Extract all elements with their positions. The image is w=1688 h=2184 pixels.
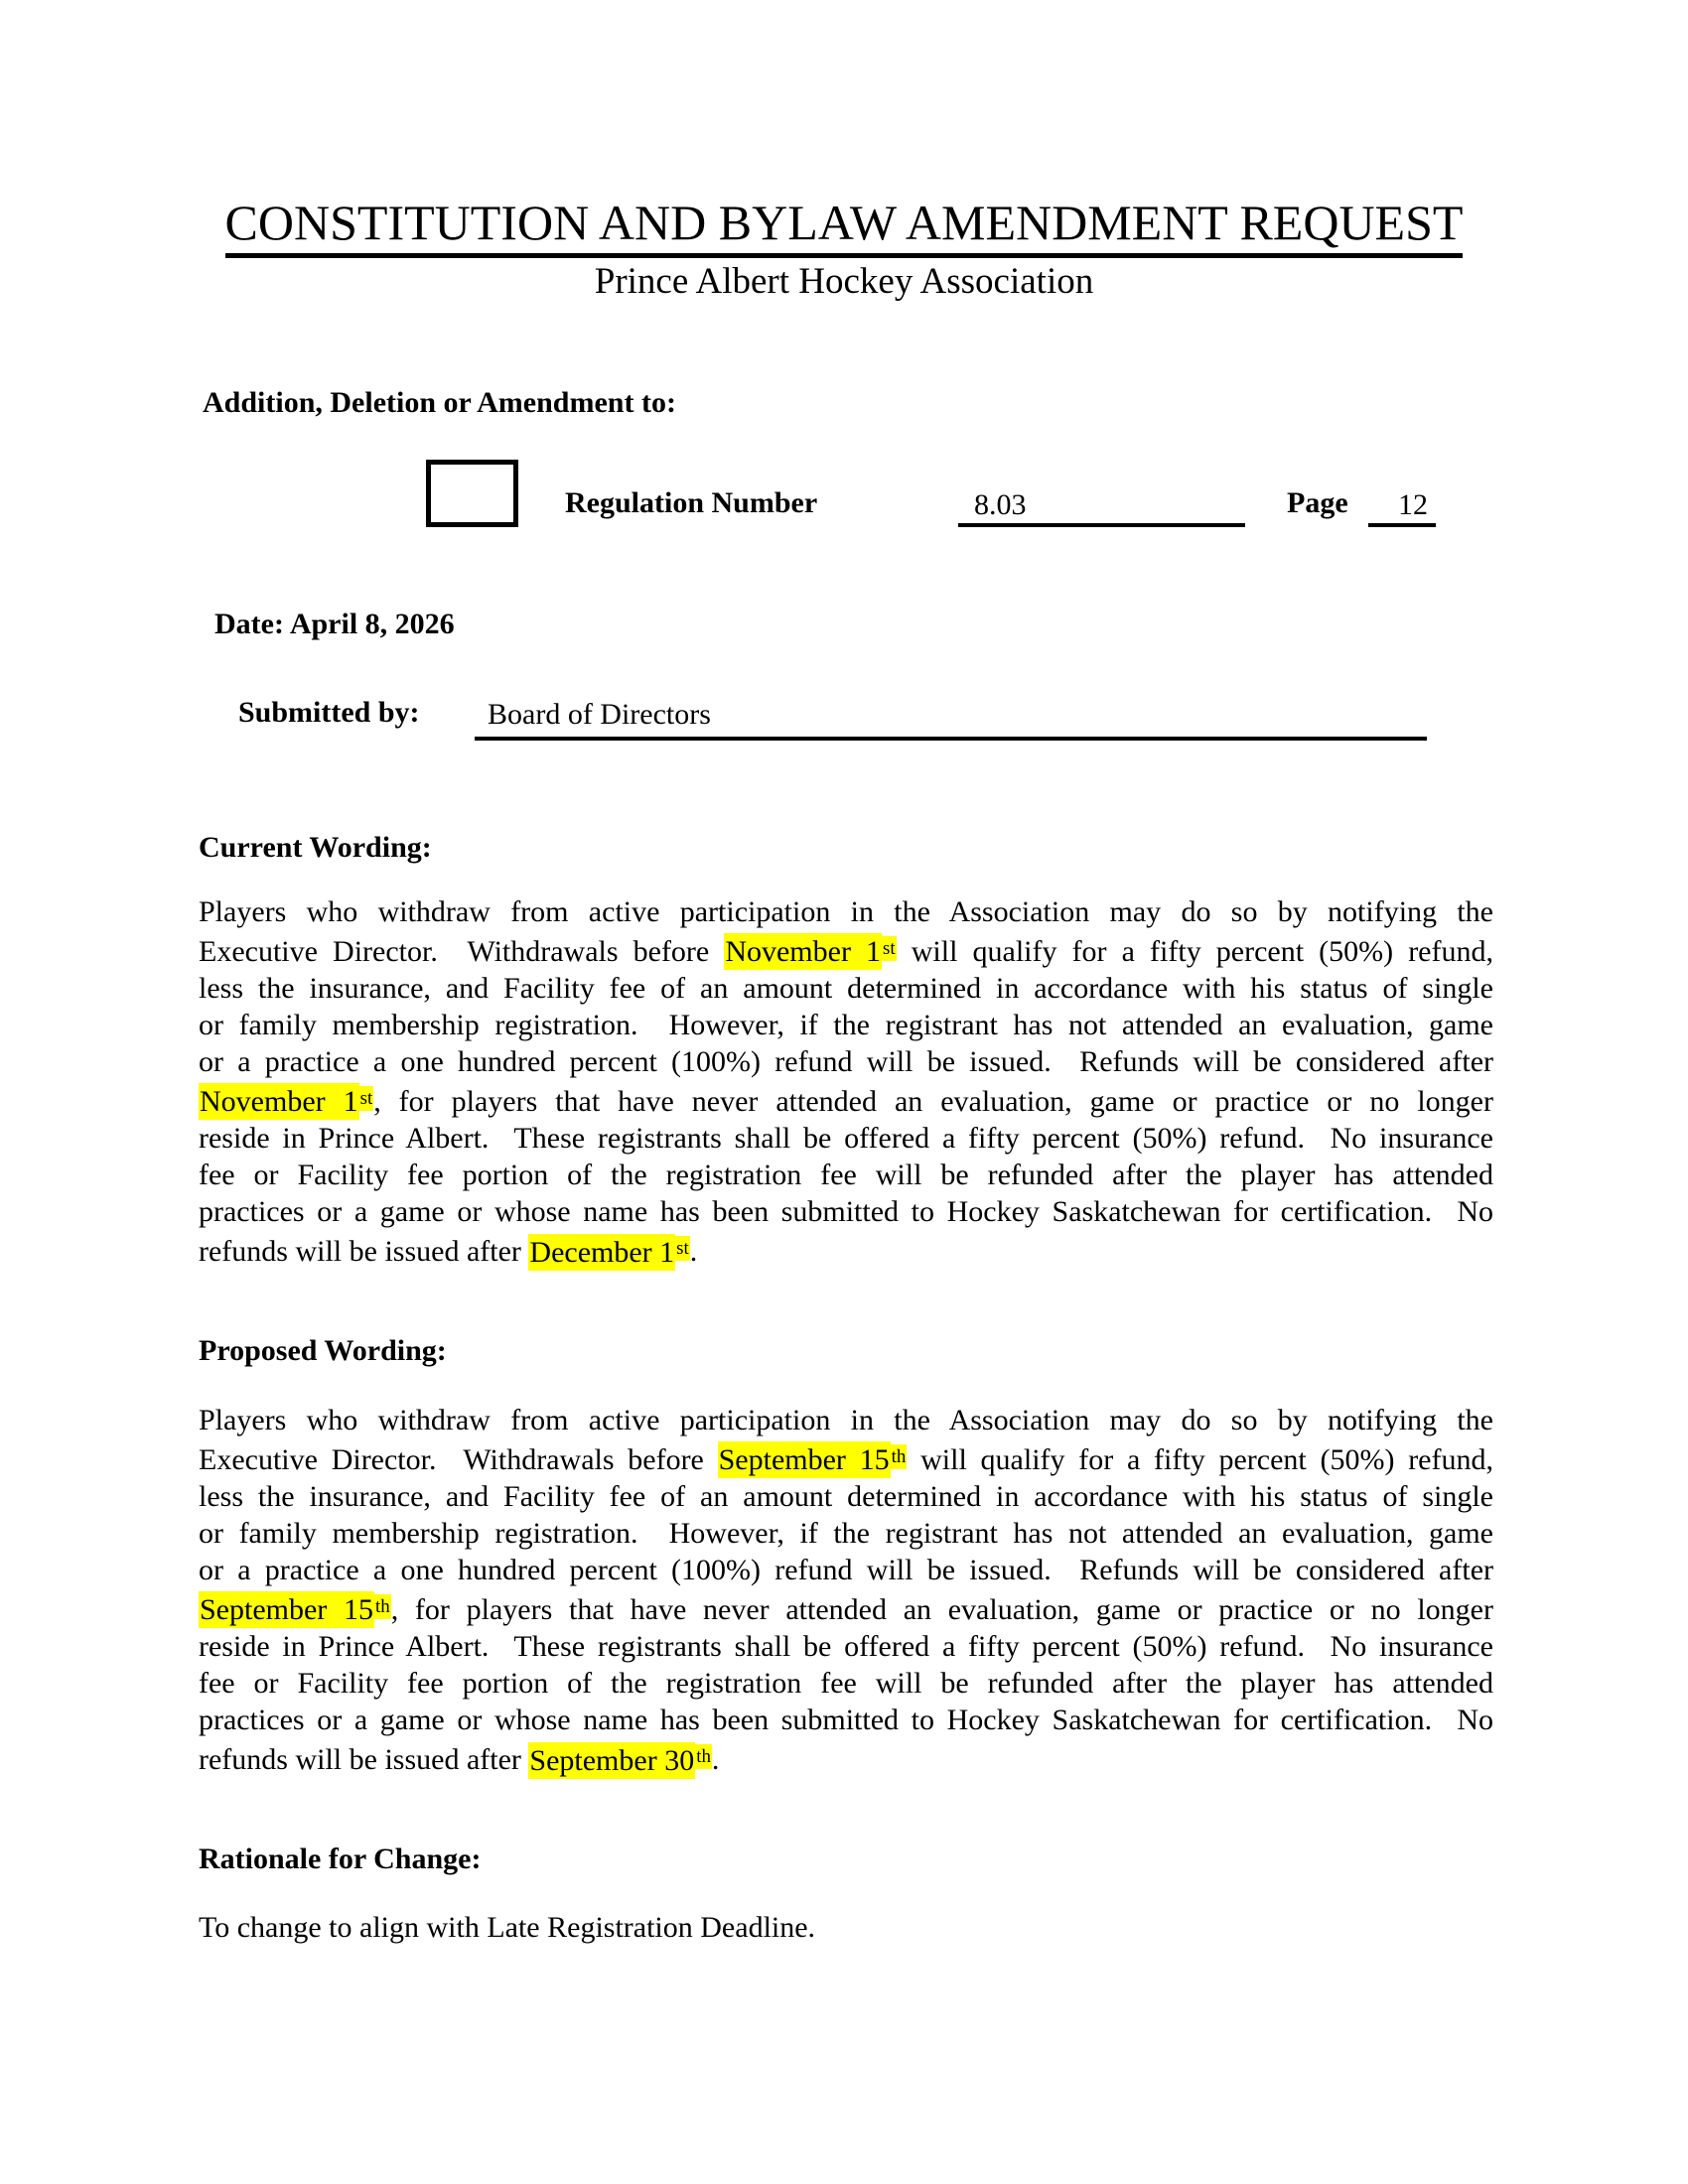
regulation-number-value[interactable]: 8.03: [974, 488, 1027, 521]
date-line: [214, 606, 455, 642]
highlighted-text: th: [375, 1596, 390, 1618]
paragraph-line: or family membership registration. However, if the registrant has not attended an evaluation, game: [199, 1009, 1493, 1042]
proposed-wording-paragraph: [199, 1402, 1493, 1779]
paragraph-line: or a practice a one hundred percent (100%) refund will be issued. Refunds will be considered after: [199, 1554, 1493, 1587]
paragraph-line: Executive Director. Withdrawals before September 15 $^{th}$ will qualify for a fifty percent (50%) refund,: [199, 1443, 1493, 1477]
paragraph-line: Executive Director. Withdrawals before November 1 $^{st}$ will qualify for a fifty percent (50%) refund,: [199, 935, 1493, 969]
document-title-text: CONSTITUTION AND BYLAW AMENDMENT REQUEST: [225, 195, 1464, 258]
rationale-heading: Rationale for Change:: [199, 1843, 482, 1875]
highlighted-text: September 30: [529, 1743, 695, 1777]
paragraph-line: fee or Facility fee portion of the registration fee will be refunded after the player has attended: [199, 1159, 1493, 1192]
highlighted-text: st: [883, 938, 896, 959]
paragraph-line: or family membership registration. However, if the registrant has not attended an evaluation, game: [199, 1517, 1493, 1551]
paragraph-line: fee or Facility fee portion of the registration fee will be refunded after the player has attended: [199, 1667, 1493, 1701]
highlighted-text: September 15: [718, 1443, 890, 1477]
paragraph-line: or a practice a one hundred percent (100%) refund will be issued. Refunds will be considered after: [199, 1045, 1493, 1079]
highlighted-text: November 1: [200, 1085, 358, 1119]
highlighted-text: th: [696, 1746, 711, 1768]
proposed-wording-heading: Proposed Wording:: [199, 1334, 447, 1367]
organization-name: Prince Albert Hockey Association: [594, 261, 1094, 302]
date-value: April 8, 2026: [289, 608, 455, 640]
paragraph-line: less the insurance, and Facility fee of an amount determined in accordance with his status of single: [199, 972, 1493, 1006]
page-label: Page: [1287, 486, 1348, 519]
highlighted-text: November 1: [725, 935, 882, 969]
amendment-type-label: Addition, Deletion or Amendment to:: [203, 386, 676, 419]
regulation-number-blank-line: [958, 523, 1245, 527]
regulation-number-label: Regulation Number: [565, 486, 818, 519]
highlighted-text: st: [359, 1088, 373, 1110]
submitted-by-value[interactable]: Board of Directors: [488, 698, 711, 731]
current-wording-heading: Current Wording:: [199, 831, 432, 864]
highlighted-text: September 15: [200, 1593, 374, 1627]
paragraph-line: Players who withdraw from active participation in the Association may do so by notifying the: [199, 1404, 1493, 1436]
date-label: Date:: [214, 608, 290, 640]
document-title: [0, 195, 1688, 258]
paragraph-line: less the insurance, and Facility fee of an amount determined in accordance with his status of single: [199, 1480, 1493, 1514]
paragraph-line: practices or a game or whose name has been submitted to Hockey Saskatchewan for certification. No: [199, 1195, 1493, 1229]
paragraph-line: To change to align with Late Registration Deadline.: [199, 1911, 816, 1944]
highlighted-text: December 1: [529, 1235, 675, 1269]
paragraph-line: refunds will be issued after September 30 $^{th}$.: [199, 1743, 720, 1777]
paragraph-line: refunds will be issued after December 1 $^{st}$.: [199, 1235, 698, 1269]
submitted-by-blank-line: [475, 737, 1427, 741]
rationale-paragraph: [199, 1909, 1493, 1946]
paragraph-line: September 15 $^{th}$, for players that have never attended an evaluation, game or practice or no longer: [200, 1593, 1493, 1627]
current-wording-paragraph: [199, 893, 1493, 1271]
page-number-value[interactable]: 12: [1398, 488, 1428, 521]
paragraph-line: reside in Prince Albert. These registrants shall be offered a fifty percent (50%) refund. No insurance: [199, 1630, 1493, 1664]
paragraph-line: practices or a game or whose name has been submitted to Hockey Saskatchewan for certification. No: [199, 1704, 1493, 1737]
paragraph-line: reside in Prince Albert. These registrants shall be offered a fifty percent (50%) refund. No insurance: [199, 1122, 1493, 1156]
page-number-blank-line: [1368, 523, 1436, 527]
submitted-by-label: Submitted by:: [238, 696, 420, 729]
amendment-checkbox[interactable]: [426, 460, 518, 527]
paragraph-line: November 1 $^{st}$, for players that have never attended an evaluation, game or practice or no longer: [200, 1085, 1493, 1119]
highlighted-text: st: [676, 1238, 689, 1260]
paragraph-line: Players who withdraw from active participation in the Association may do so by notifying the: [199, 895, 1493, 928]
highlighted-text: th: [891, 1446, 907, 1467]
